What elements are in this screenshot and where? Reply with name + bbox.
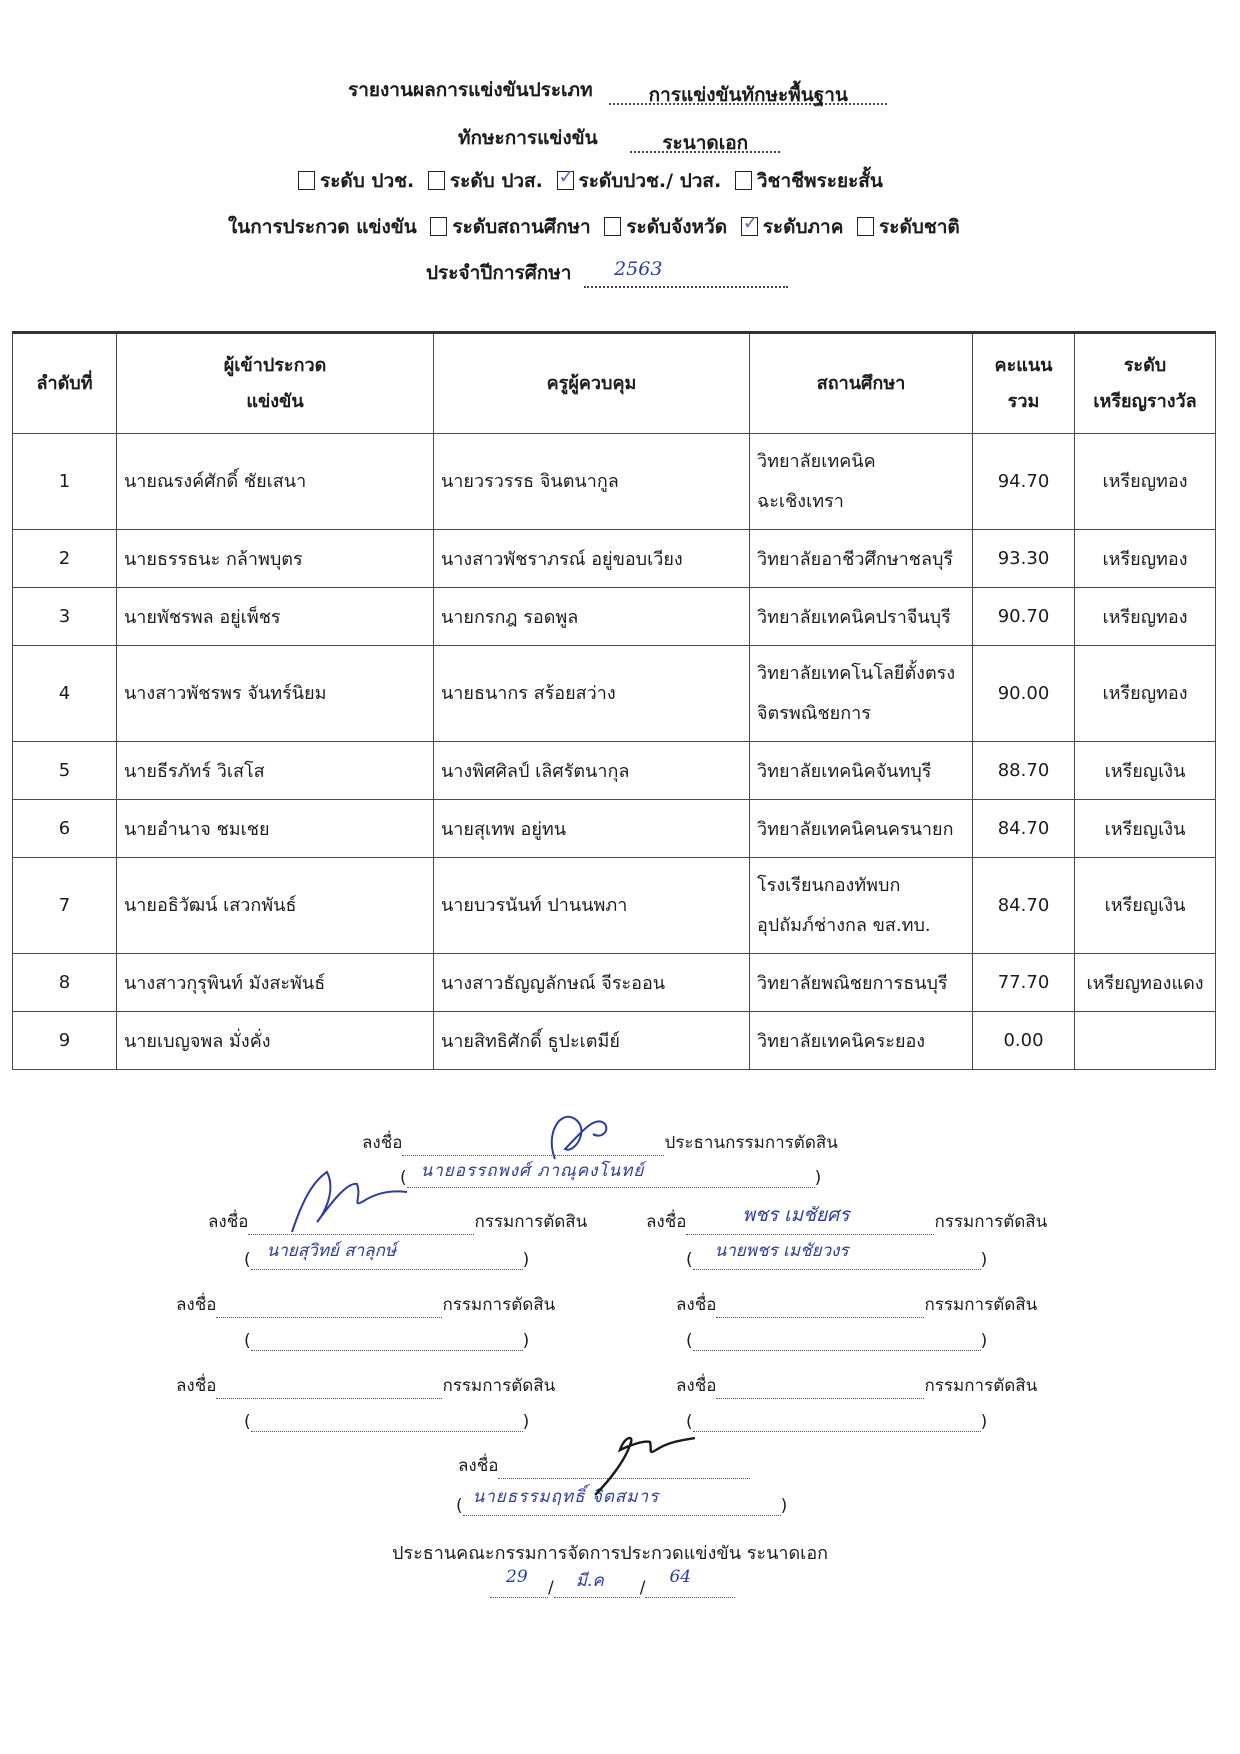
level-option-label: วิชาชีพระยะสั้น (756, 170, 883, 192)
row-score: 77.70 (973, 954, 1075, 1012)
director-sign-line: ลงชื่อ (458, 1452, 750, 1479)
director-title: ประธานคณะกรรมการจัดการประกวดแข่งขัน ระนาดเอก (392, 1543, 829, 1564)
row-contestant: นายเบญจพล มั่งคั่ง (117, 1012, 434, 1070)
row-no: 8 (13, 954, 117, 1012)
date-year: 64 (669, 1567, 692, 1587)
row-school: วิทยาลัยเทคโนโลยีตั้งตรง จิตรพณิชยการ (750, 646, 973, 742)
chair-name: นายอรรถพงศ์ ภาณุคงโนทย์ (420, 1161, 645, 1181)
contest-option-label: ระดับสถานศึกษา (452, 216, 591, 238)
contest-option-label: ระดับจังหวัด (626, 216, 728, 238)
level-option-checkbox[interactable] (298, 171, 315, 190)
row-no: 4 (13, 646, 117, 742)
header-contestant: ผู้เข้าประกวด แข่งขัน (117, 333, 434, 434)
date-line: 29 / มี.ค / 64 (490, 1578, 735, 1598)
judge3-role: กรรมการตัดสิน (442, 1295, 556, 1315)
contest-options (228, 212, 960, 242)
row-no: 6 (13, 800, 117, 858)
row-award: เหรียญเงิน (1075, 858, 1216, 954)
year-line (426, 258, 788, 288)
judge2-name: นายพชร เมชัยวงร (714, 1241, 849, 1261)
header-award: ระดับ เหรียญรางวัล (1075, 333, 1216, 434)
header-school: สถานศึกษา (750, 333, 973, 434)
row-award: เหรียญทองแดง (1075, 954, 1216, 1012)
level-option-checkbox[interactable] (735, 171, 752, 190)
judge1-signature-scribble (282, 1162, 412, 1242)
judge5-name-line: ( ) (244, 1412, 530, 1432)
chair-role: ประธานกรรมการตัดสิน (664, 1133, 838, 1153)
judge1-name-line: ( นายสุวิทย์ สาลุกษ์ ) (244, 1250, 529, 1270)
judge1-role: กรรมการตัดสิน (474, 1212, 588, 1232)
row-no: 3 (13, 588, 117, 646)
header-score: คะแนน รวม (973, 333, 1075, 434)
row-score: 94.70 (973, 434, 1075, 530)
table-row (13, 434, 1216, 530)
judge3-sign-line: ลงชื่อ กรรมการตัดสิน (176, 1291, 555, 1318)
report-type-value: การแข่งขันทักษะพื้นฐาน (609, 83, 887, 105)
results-table (12, 331, 1216, 1070)
level-option-label: ระดับ ปวช. (320, 170, 415, 192)
row-score: 0.00 (973, 1012, 1075, 1070)
row-teacher: นายวรวรรธ จินตนากูล (434, 434, 750, 530)
skill-label: ทักษะการแข่งขัน (458, 127, 598, 149)
row-award (1075, 1012, 1216, 1070)
judge1-name: นายสุวิทย์ สาลุกษ์ (266, 1241, 397, 1261)
judge4-role: กรรมการตัดสิน (924, 1295, 1038, 1315)
table-row (13, 742, 1216, 800)
row-no: 5 (13, 742, 117, 800)
row-score: 84.70 (973, 800, 1075, 858)
row-no: 9 (13, 1012, 117, 1070)
level-option-label: ระดับปวช./ ปวส. (578, 170, 722, 192)
header-no: ลำดับที่ (13, 333, 117, 434)
contest-option-checkbox-checked[interactable] (741, 217, 758, 236)
row-teacher: นายสิทธิศักดิ์ ธูปะเตมีย์ (434, 1012, 750, 1070)
report-type-label: รายงานผลการแข่งขันประเภท (348, 79, 593, 101)
row-no: 2 (13, 530, 117, 588)
judge6-name-line: ( ) (686, 1412, 988, 1432)
chair-name-line: ( นายอรรถพงศ์ ภาณุคงโนทย์ ) (400, 1168, 821, 1188)
contest-prefix: ในการประกวด แข่งขัน (228, 216, 417, 238)
row-school: วิทยาลัยเทคนิคปราจีนบุรี (750, 588, 973, 646)
judge4-sign-line: ลงชื่อ กรรมการตัดสิน (676, 1291, 1037, 1318)
row-teacher: นายบวรนันท์ ปานนพภา (434, 858, 750, 954)
row-score: 84.70 (973, 858, 1075, 954)
row-score: 88.70 (973, 742, 1075, 800)
table-row (13, 588, 1216, 646)
row-contestant: นายพัชรพล อยู่เพ็ชร (117, 588, 434, 646)
table-row (13, 954, 1216, 1012)
contest-option-label: ระดับชาติ (879, 216, 960, 238)
row-award: เหรียญเงิน (1075, 742, 1216, 800)
judge2-signature: พชร เมชัยศร (742, 1204, 850, 1226)
contest-option-checkbox[interactable] (604, 217, 621, 236)
row-teacher: นางสาวพัชราภรณ์ อยู่ขอบเวียง (434, 530, 750, 588)
contest-option-checkbox[interactable] (857, 217, 874, 236)
table-header-row (13, 333, 1216, 434)
level-option-checkbox-checked[interactable] (557, 171, 574, 190)
table-row (13, 800, 1216, 858)
level-option-checkbox[interactable] (428, 171, 445, 190)
director-name-line: ( นายธรรมฤทธิ์ จิตสมาร ) (456, 1496, 787, 1516)
contest-option-checkbox[interactable] (430, 217, 447, 236)
row-award: เหรียญทอง (1075, 588, 1216, 646)
row-award: เหรียญทอง (1075, 530, 1216, 588)
skill-value: ระนาดเอก (630, 131, 780, 153)
table-row (13, 646, 1216, 742)
director-name: นายธรรมฤทธิ์ จิตสมาร (472, 1487, 660, 1507)
row-contestant: นายธรรธนะ กล้าพบุตร (117, 530, 434, 588)
skill-line (458, 123, 780, 153)
judge3-name-line: ( ) (244, 1331, 530, 1351)
row-teacher: นายกรกฎ รอดพูล (434, 588, 750, 646)
director-signature-scribble (590, 1420, 700, 1500)
row-no: 7 (13, 858, 117, 954)
judge5-role: กรรมการตัดสิน (442, 1376, 556, 1396)
row-score: 90.00 (973, 646, 1075, 742)
row-score: 90.70 (973, 588, 1075, 646)
row-contestant: นายณรงค์ศักดิ์ ชัยเสนา (117, 434, 434, 530)
judge2-name-line: ( นายพชร เมชัยวงร ) (686, 1250, 987, 1270)
year-value: 2563 (614, 258, 663, 280)
row-school: วิทยาลัยเทคนิคนครนายก (750, 800, 973, 858)
row-contestant: นางสาวกุรุพินท์ มังสะพันธ์ (117, 954, 434, 1012)
year-label: ประจำปีการศึกษา (426, 262, 572, 284)
header-teacher: ครูผู้ควบคุม (434, 333, 750, 434)
table-row (13, 1012, 1216, 1070)
judge6-role: กรรมการตัดสิน (924, 1376, 1038, 1396)
judge2-role: กรรมการตัดสิน (934, 1212, 1048, 1232)
row-award: เหรียญทอง (1075, 434, 1216, 530)
row-school: วิทยาลัยเทคนิค ฉะเชิงเทรา (750, 434, 973, 530)
chair-signature-scribble (535, 1104, 625, 1174)
table-row (13, 530, 1216, 588)
row-score: 93.30 (973, 530, 1075, 588)
row-school: วิทยาลัยพณิชยการธนบุรี (750, 954, 973, 1012)
judge1-sign-line: ลงชื่อ กรรมการตัดสิน (208, 1208, 587, 1235)
contest-option-label: ระดับภาค (762, 216, 844, 238)
row-no: 1 (13, 434, 117, 530)
row-contestant: นายอธิวัฒน์ เสวกพันธ์ (117, 858, 434, 954)
row-school: โรงเรียนกองทัพบก อุปถัมภ์ช่างกล ขส.ทบ. (750, 858, 973, 954)
row-teacher: นายธนากร สร้อยสว่าง (434, 646, 750, 742)
row-contestant: นางสาวพัชรพร จันทร์นิยม (117, 646, 434, 742)
row-school: วิทยาลัยอาชีวศึกษาชลบุรี (750, 530, 973, 588)
date-day: 29 (506, 1567, 528, 1587)
judge4-name-line: ( ) (686, 1331, 988, 1351)
row-teacher: นางพิศศิลป์ เลิศรัตนากุล (434, 742, 750, 800)
row-award: เหรียญเงิน (1075, 800, 1216, 858)
judge6-sign-line: ลงชื่อ กรรมการตัดสิน (676, 1372, 1037, 1399)
row-award: เหรียญทอง (1075, 646, 1216, 742)
judge2-sign-line: ลงชื่อ พชร เมชัยศร กรรมการตัดสิน (646, 1208, 1047, 1235)
year-field (584, 258, 788, 288)
row-teacher: นายสุเทพ อยู่ทน (434, 800, 750, 858)
level-option-label: ระดับ ปวส. (449, 170, 543, 192)
row-teacher: นางสาวธัญญลักษณ์ จีระออน (434, 954, 750, 1012)
row-school: วิทยาลัยเทคนิคระยอง (750, 1012, 973, 1070)
report-type-line (348, 75, 887, 105)
chair-sign-line: ลงชื่อ ประธานกรรมการตัดสิน (362, 1129, 838, 1156)
row-contestant: นายอำนาจ ชมเชย (117, 800, 434, 858)
table-row (13, 858, 1216, 954)
level-options (298, 166, 883, 196)
judge5-sign-line: ลงชื่อ กรรมการตัดสิน (176, 1372, 555, 1399)
row-contestant: นายธีรภัทร์ วิเสโส (117, 742, 434, 800)
row-school: วิทยาลัยเทคนิคจันทบุรี (750, 742, 973, 800)
date-month: มี.ค (575, 1571, 604, 1591)
